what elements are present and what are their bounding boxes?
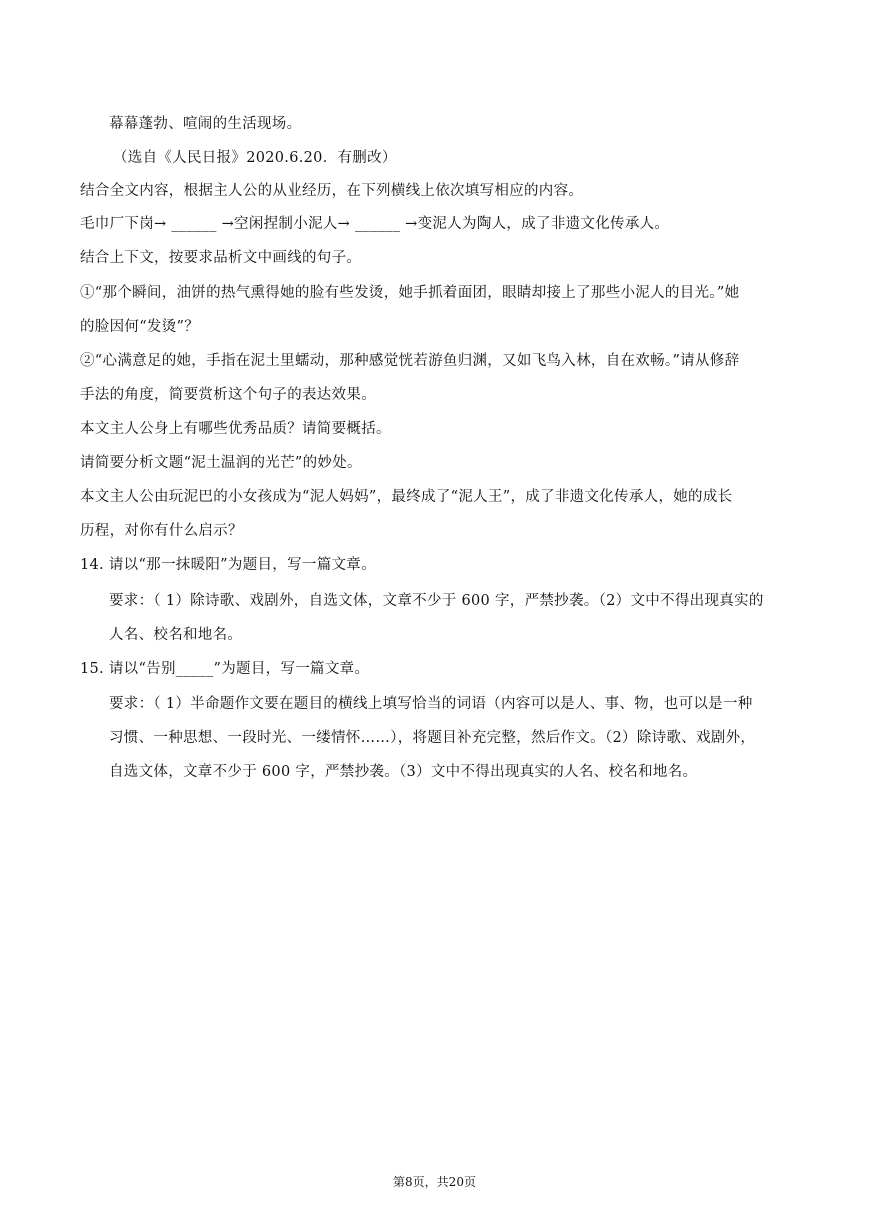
question-line-4: 请简要分析文题“泥土温润的光芒”的妙处。	[80, 455, 362, 471]
question-15-requirement-b: 习惯、一种思想、一段时光、一缕情怀……），将题目补充完整，然后作文。（2）除诗歌、戏剧外，	[109, 730, 756, 746]
question-sub-2a: ②“心满意足的她，手指在泥土里蠕动，那种感觉恍若游鱼归渊，又如飞鸟入林，自在欢畅。”请从修辞	[80, 353, 740, 369]
question-line-5b: 历程，对你有什么启示？	[80, 523, 243, 539]
page-number-footer: 第8页，共20页	[393, 1175, 476, 1189]
question-sub-1a: ①“那个瞬间，油饼的热气熏得她的脸有些发烫，她手抓着面团，眼睛却接上了那些小泥人的目光。”她	[80, 285, 740, 301]
text-line-1: 幕幕蓬勃、喧闹的生活现场。	[109, 116, 302, 132]
question-sub-1b: 的脸因何“发烫”？	[80, 319, 200, 335]
question-line-5a: 本文主人公由玩泥巴的小女孩成为“泥人妈妈”，最终成了“泥人王”，成了非遗文化传承人，她的成长	[80, 489, 733, 505]
question-14: 14. 请以“那一抹暖阳”为题目，写一篇文章。	[80, 557, 376, 573]
question-15-requirement-c: 自选文体，文章不少于 600 字，严禁抄袭。（3）文中不得出现真实的人名、校名和地名。	[109, 764, 698, 780]
question-line-1: 结合全文内容，根据主人公的从业经历，在下列横线上依次填写相应的内容。	[80, 183, 584, 199]
question-blank-line: 毛巾厂下岗→ ______ →空闲捏制小泥人→ ______ →变泥人为陶人，成了非遗文化传承人。	[80, 216, 670, 232]
question-sub-2b: 手法的角度，简要赏析这个句子的表达效果。	[80, 387, 376, 403]
question-line-2: 结合上下文，按要求品析文中画线的句子。	[80, 250, 362, 266]
question-14-requirement-a: 要求：（ 1）除诗歌、戏剧外，自选文体，文章不少于 600 字，严禁抄袭。（2）文中不得出现真实的	[109, 593, 764, 609]
source-citation: （选自《人民日报》2020.6.20．有删改）	[113, 150, 397, 166]
question-line-3: 本文主人公身上有哪些优秀品质？请简要概括。	[80, 421, 391, 437]
question-15: 15. 请以“告别_____”为题目，写一篇文章。	[80, 661, 370, 677]
question-14-requirement-b: 人名、校名和地名。	[109, 627, 243, 643]
question-15-requirement-a: 要求：（ 1）半命题作文要在题目的横线上填写恰当的词语（内容可以是人、事、物，也可以是一种	[109, 696, 753, 712]
